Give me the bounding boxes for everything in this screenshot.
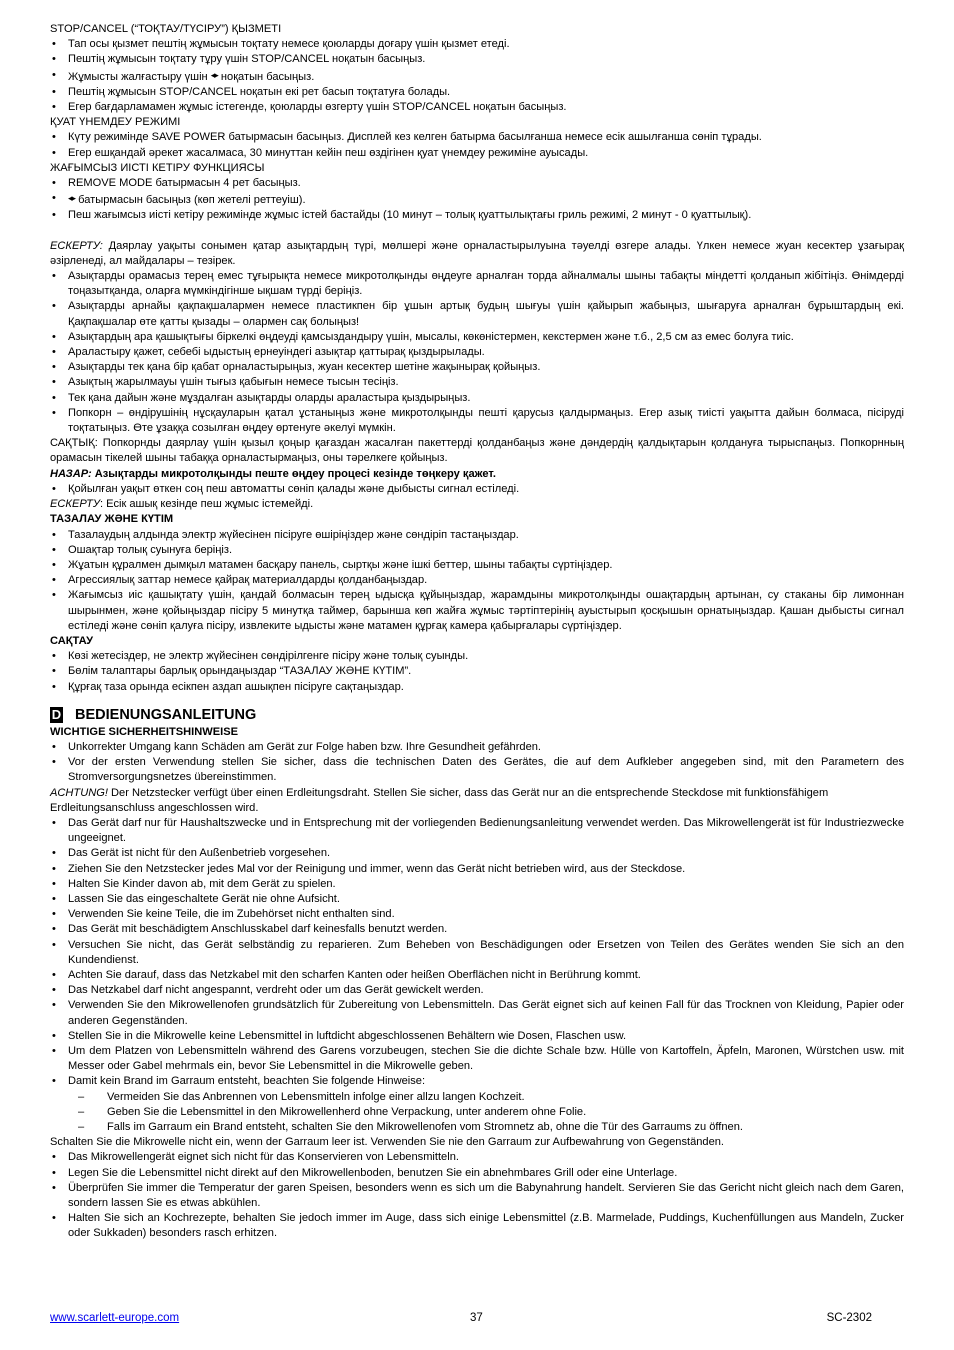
list-item: • Das Gerät mit beschädigtem Anschlusskabel darf keinesfalls benutzt werden. (50, 922, 904, 937)
list-item: • Lassen Sie das eingeschaltete Gerät nie ohne Aufsicht. (50, 892, 904, 907)
language-badge: D (51, 707, 62, 723)
odor-remove-title: ЖАҒЫМСЫЗ ИІСТІ КЕТІРУ ФУНКЦИЯСЫ (50, 161, 265, 174)
list-item: • REMOVE MODE батырмасын 4 рет басыңыз. (50, 176, 904, 191)
list-item: • Vor der ersten Verwendung stellen Sie sicher, dass die technischen Daten des Gerätes, die auf dem Aufkleber angegeben sind, mit den Parametern des Stromversorgungsnetzes übereinstimmen. (50, 755, 904, 785)
caution-paragraph: САҚТЫҚ: Попкорнды даярлау үшін қызыл қоңыр қағаздан жасалған пакеттерді қолданбаңыз және дәндердің қалдықтарын қолдануға тырыспаңыз. Попкорнның орамасын тікелей шыны табаққа орналастырмаңыз, оны тәрелкеге қойыңыз. (50, 437, 904, 465)
note2-paragraph: ЕСКЕРТУ: Есік ашық кезінде пеш жұмыс істемейді. (50, 498, 314, 511)
stop-cancel-list (50, 37, 904, 115)
list-item: • Legen Sie die Lebensmittel nicht direkt auf den Mikrowellenboden, benutzen Sie ein abnehmbares Grill oder eine Unterlage. (50, 1166, 904, 1181)
list-item: • Halten Sie sich an Kochrezepte, behalten Sie jedoch immer im Auge, dass sich einige Lebensmittel (z.B. Marmelade, Puddings, Kuchenfüllungen aus Mandeln, Zucker oder Sukkaden) besonders rasch erhitzen. (50, 1211, 904, 1241)
list-item: • Азықтарды тек қана бір қабат орналастырыңыз, жуан кесектер шетіне жақынырақ қойыңыз. (50, 360, 904, 375)
list-item: – Falls im Garraum ein Brand entsteht, schalten Sie den Mikrowellenofen vom Stromnetz ab, ohne die Tür des Garraums zu öffnen. (50, 1120, 904, 1135)
list-item: • Азықтарды арнайы қақпақшалармен немесе пластикпен бір ұшын артық будың шығуы үшін қайырып жабыңыз, шығаруға арналған бұрыштардың екі. Қақпақшалар өте қатты қызады – олармен сақ болыңыз! (50, 299, 904, 329)
list-item: • Das Gerät ist nicht für den Außenbetrieb vorgesehen. (50, 846, 904, 861)
list-item: • Überprüfen Sie immer die Temperatur der garen Speisen, besonders wenn es sich um die Babynahrung handelt. Servieren Sie das Gericht nicht gleich nach dem Garen, sondern lassen Sie es etwas abkühlen. (50, 1181, 904, 1211)
safety-list-3 (50, 1150, 904, 1241)
list-item: • Пештің жұмысын тоқтату тұру үшін STOP/CANCEL ноқатын басыңыз. (50, 52, 904, 67)
list-item: • Das Mikrowellengerät eignet sich nicht für das Konservieren von Lebensmitteln. (50, 1150, 904, 1165)
list-item: • Көзі жетесіздер, не электр жүйесінен сөндірілгенге пісіру және толық суынды. (50, 649, 904, 664)
note-list (50, 269, 904, 436)
left-right-arrow-icon: ◂▸ (68, 193, 76, 204)
cleaning-title: ТАЗАЛАУ ЖӘНЕ КҮТІМ (50, 513, 174, 526)
note-paragraph: ЕСКЕРТУ: Даярлау уақыты сонымен қатар азықтардың түрі, мөлшері және орналастырылуына тәуелді өзгере алады. Үлкен немесе жуан кесектер ұзағырақ әзірленеді, ал майдалары – тезірек. (50, 239, 904, 267)
storage-title: САҚТАУ (50, 634, 94, 647)
page-footer (50, 1311, 904, 1327)
left-right-arrow-icon: ◂▸ (210, 69, 218, 80)
list-item: • Егер бағдарламамен жұмыс істегенде, қоюларды өзгерту үшін STOP/CANCEL ноқатын басыңыз. (50, 100, 904, 115)
list-item: • Verwenden Sie den Mikrowellenofen grundsätzlich für Zubereitung von Lebensmitteln. Das Gerät eignet sich auf keinen Fall für das Trocknen von Kleidung, Papier oder anderen Gegenständen. (50, 998, 904, 1028)
list-item: • Азықтардың ара қашықтығы біркелкі өңдеуді қамсыздандыру үшін, мысалы, көкөністермен, кекстермен және т.б., 2,5 см аз емес болуға тиіс. (50, 330, 904, 345)
safety-list-2 (50, 816, 904, 1090)
achtung-paragraph: ACHTUNG! Der Netzstecker verfügt über einen Erdleitungsdraht. Stellen Sie sicher, dass das Gerät nur an die entsprechende Steckdose mit funktionsfähigem (50, 786, 829, 799)
section-heading-de (50, 706, 904, 725)
list-item: – Vermeiden Sie das Anbrennen von Lebensmitteln infolge einer allzu langen Kochzeit. (50, 1090, 904, 1105)
attention-paragraph: НАЗАР: Азықтарды микротолқынды пеште өңдеу процесі кезінде төңкеру қажет. (50, 467, 496, 480)
list-item: • Verwenden Sie keine Teile, die im Zubehörset nicht enthalten sind. (50, 907, 904, 922)
list-item: • Жағымсыз иіс қашықтату үшін, қандай болмасын терең ыдысқа құйыңыздар, жарамдыны микротолқынды ошақтардың артынан, су стаканы бір лимоннан шырынмен, және қойыңыздар пісіру 5 минутқа таймер, барынша көп жайға жұмыс тәртіптерінің ауыстырып қосқышын орнатыңыздар. Қашан дыбысты сигнал естіледі және сөніп қалуға пісіру, извлеките ыдысты және матамен құрғақ камера қабырғалары сүртіңіздер. (50, 588, 904, 634)
list-item: • Um dem Platzen von Lebensmitteln während des Garens vorzubeugen, stechen Sie die dichte Schale bzw. Hülle von Kartoffeln, Äpfeln, Maronen, Würstchen usw. mit Messer oder Gabel mehrmals ein, bevor Sie Lebensmittel in die Mikrowelle geben. (50, 1044, 904, 1074)
power-save-list (50, 130, 904, 160)
list-item: • Тап осы қызмет пештің жұмысын тоқтату немесе қоюларды доғару үшін қызмет етеді. (50, 37, 904, 52)
list-item: • Азықтарды орамасыз терең емес тұғырықта немесе микротолқынды өңдеуге арналған торда айналмалы шыны табақты міндетті қолданып жібітіңіз. Өнімдерді тоңазытқанда, оларға мүмкіндігінше ықшам түрді беріңіз. (50, 269, 904, 299)
list-item: • Das Gerät darf nur für Haushaltszwecke und in Entsprechung mit der vorliegenden Bedienungsanleitung verwendet werden. Das Mikrowellengerät ist für Industriezwecke ungeeignet. (50, 816, 904, 846)
page-content (50, 22, 904, 1242)
list-item: • Achten Sie darauf, dass das Netzkabel mit den scharfen Kanten oder heißen Oberflächen nicht in Berührung kommt. (50, 968, 904, 983)
page-number: 37 (470, 1312, 483, 1324)
list-item: • Пештің жұмысын STOP/CANCEL ноқатын екі рет басып тоқтатуға болады. (50, 85, 904, 100)
cleaning-list (50, 528, 904, 634)
fire-hints-list (50, 1090, 904, 1136)
list-item: • Unkorrekter Umgang kann Schäden am Gerät zur Folge haben bzw. Ihre Gesundheit gefährden. (50, 740, 904, 755)
stop-cancel-title: STOP/CANCEL (“ТОҚТАУ/ТҮСІРУ”) ҚЫЗМЕТІ (50, 23, 282, 35)
list-item: • Versuchen Sie nicht, das Gerät selbständig zu reparieren. Zum Beheben von Beschädigungen oder Ersetzen von Teilen des Gerätes wenden Sie sich an den Kundendienst. (50, 938, 904, 968)
list-item: • Агрессиялық заттар немесе қайрақ материалдарды қолданбаңыздар. (50, 573, 904, 588)
list-item: • Құрғақ таза орында есікпен аздап ашықпен пісіруге сақтаңыздар. (50, 680, 904, 695)
list-item: • Жұатын құралмен дымқыл матамен басқару панель, сыртқы және ішкі беттер, шыны табақты сүртіңіздер. (50, 558, 904, 573)
model-number: SC-2302 (826, 1312, 872, 1324)
list-item: • Азықтың жарылмауы үшін тығыз қабығын немесе тысын тесіңіз. (50, 375, 904, 390)
empty-oven-paragraph: Schalten Sie die Mikrowelle nicht ein, wenn der Garraum leer ist. Verwenden Sie nie den Garraum zur Aufbewahrung von Gegenständen. (50, 1136, 725, 1149)
list-item: – Geben Sie die Lebensmittel in den Mikrowellenherd ohne Verpackung, unter anderem ohne Folie. (50, 1105, 904, 1120)
list-item: • Араластыру қажет, себебі ыдыстың ернеуіндегі азықтар қаттырақ қыздырылады. (50, 345, 904, 360)
list-item: • ◂▸ батырмасын басыңыз (көп жетелі реттеуіш). (50, 191, 904, 208)
list-item: • Тек қана дайын және мұздалған азықтарды оларды араластыра қыздырыңыз. (50, 391, 904, 406)
list-item: • Halten Sie Kinder davon ab, mit dem Gerät zu spielen. (50, 877, 904, 892)
list-item: • Stellen Sie in die Mikrowelle keine Lebensmittel in luftdicht abgeschlossenen Behältern wie Dosen, Flaschen usw. (50, 1029, 904, 1044)
attention-list (50, 482, 904, 497)
list-item: • Егер ешқандай әрекет жасалмаса, 30 минуттан кейін пеш өздігінен қуат үнемдеу режиміне ауысады. (50, 146, 904, 161)
list-item: • Ziehen Sie den Netzstecker jedes Mal vor der Reinigung und immer, wenn das Gerät nicht betrieben wird, aus der Steckdose. (50, 862, 904, 877)
list-item: • Бөлім талаптары барлық орындаңыздар “ТАЗАЛАУ ЖӘНЕ КҮТІМ”. (50, 664, 904, 679)
list-item: • Das Netzkabel darf nicht angespannt, verdreht oder um das Gerät gewickelt werden. (50, 983, 904, 998)
storage-list (50, 649, 904, 695)
section-title: BEDIENUNGSANLEITUNG (75, 706, 257, 723)
list-item: • Пеш жағымсыз иісті кетіру режимінде жұмыс істей бастайды (10 минут – толық қуаттылықтағы гриль режимі, 2 минут - 0 қуаттылық). (50, 208, 904, 223)
list-item: • Ошақтар толық суынуға беріңіз. (50, 543, 904, 558)
odor-remove-list (50, 176, 904, 224)
list-item: • Попкорн – өндірушінің нұсқауларын қатал ұстаныңыз және микротолқынды пешті қарусыз қалдырмаңыз. Егер азық тиісті уақытта дайын болмаса, пісіруді тоқтатыңыз. Өте ұзаққа созылған өңдеу өртенуге әкелуі мүмкін. (50, 406, 904, 436)
list-item: • Қойылған уақыт өткен соң пеш автоматты сөніп қалады және дыбысты сигнал естіледі. (50, 482, 904, 497)
achtung-paragraph-2: Erdleitungsanschluss angeschlossen wird. (50, 801, 259, 814)
list-item: • Damit kein Brand im Garraum entsteht, beachten Sie folgende Hinweise: (50, 1074, 904, 1089)
list-item: • Күту режимінде SAVE POWER батырмасын басыңыз. Дисплей кез келген батырма басылғанша немесе есік ашылғанша сөніп тұрады. (50, 130, 904, 145)
website-link[interactable]: www.scarlett-europe.com (50, 1312, 180, 1324)
power-save-title: ҚУАТ ҮНЕМДЕУ РЕЖИМІ (50, 116, 181, 129)
list-item: • Жұмысты жалғастыру үшін ◂▸ ноқатын басыңыз. (50, 68, 904, 85)
list-item: • Тазалаудың алдында электр жүйесінен пісіруге өшіріңіздер және сөндіріп тастаңыздар. (50, 528, 904, 543)
safety-list-1 (50, 740, 904, 786)
safety-title: WICHTIGE SICHERHEITSHINWEISE (50, 725, 238, 738)
